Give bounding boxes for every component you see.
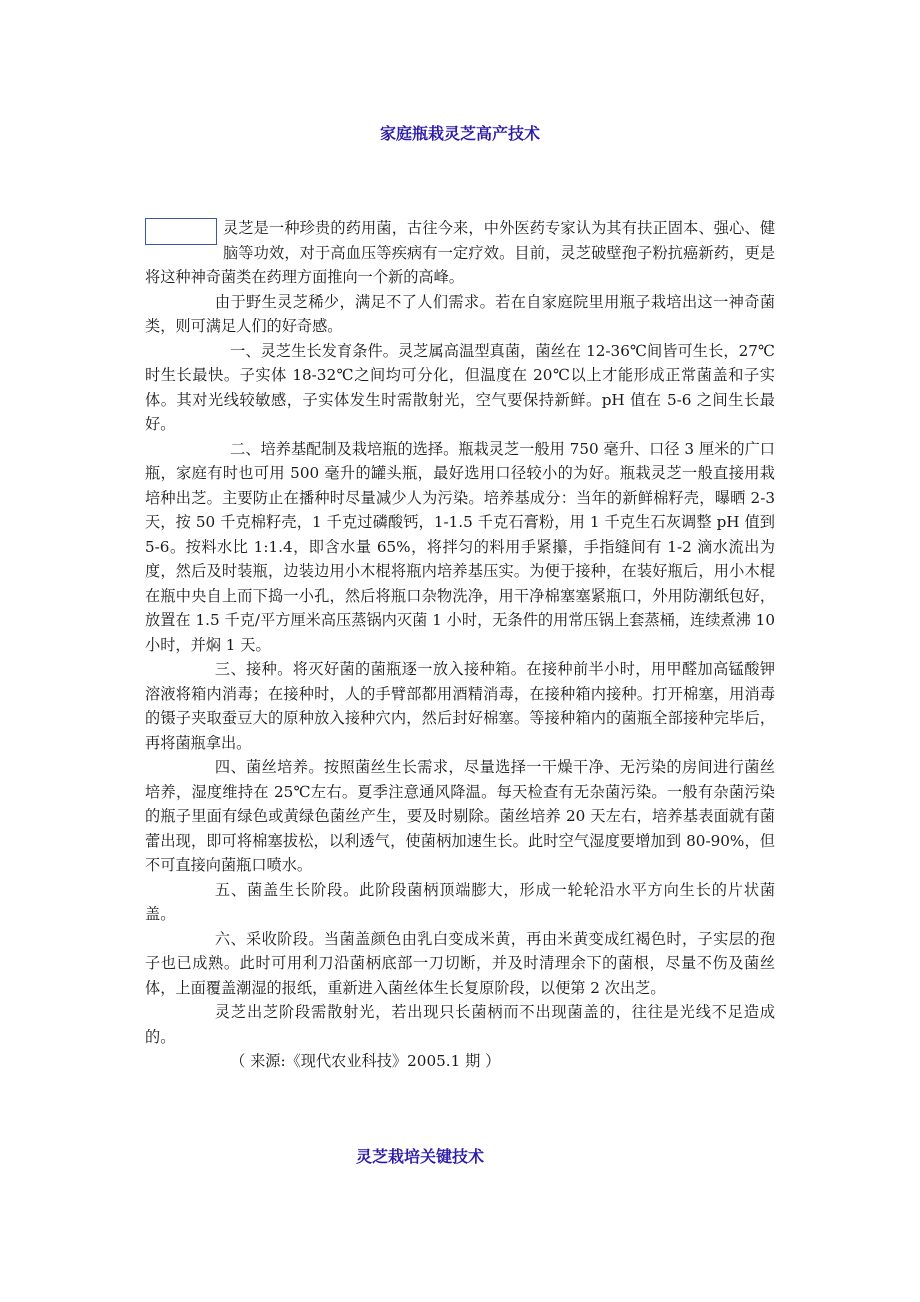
source-citation: （ 来源:《现代农业科技》2005.1 期 ）	[230, 1052, 501, 1070]
text-box-frame	[145, 218, 217, 245]
paragraph-background: 由于野生灵芝稀少，满足不了人们需求。若在自家庭院里用瓶子栽培出这一神奇菌类，则可满足人们的好奇感。	[145, 292, 775, 335]
next-article-title: 灵芝栽培关键技术	[355, 1147, 484, 1166]
paragraph-section-1: 一、灵芝生长发育条件。灵芝属高温型真菌，菌丝在 12-36℃间皆可生长，27℃时生长最快。子实体 18-32℃之间均可分化，但温度在 20℃以上才能形成正常菌盖和子实体。其对光线较敏感，子实体发生时需散射光，空气要保持新鲜。pH 值在 5-6 之间生长最好。	[145, 341, 775, 433]
paragraph-section-4: 四、菌丝培养。按照菌丝生长需求，尽量选择一干燥干净、无污染的房间进行菌丝培养，湿度维持在 25℃左右。夏季注意通风降温。每天检查有无杂菌污染。一般有杂菌污染的瓶子里面有绿色或黄绿色菌丝产生，要及时剔除。菌丝培养 20 天左右，培养基表面就有菌蕾出现，即可将棉塞拔松，以利透气，使菌柄加速生长。此时空气湿度要增加到 80-90%，但不可直接向菌瓶口喷水。	[145, 758, 775, 874]
intro-paragraph	[145, 216, 775, 290]
paragraph-conclusion: 灵芝出芝阶段需散射光，若出现只长菌柄而不出现菌盖的，往往是光线不足造成的。	[145, 1003, 775, 1046]
article-body	[145, 216, 775, 1074]
paragraph-section-2: 二、培养基配制及栽培瓶的选择。瓶栽灵芝一般用 750 毫升、口径 3 厘米的广口瓶，家庭有时也可用 500 毫升的罐头瓶，最好选用口径较小的为好。瓶栽灵芝一般直接用栽培种出芝。主要防止在播种时尽量减少人为污染。培养基成分：当年的新鲜棉籽壳，曝晒 2-3 天，按 50 千克棉籽壳，1 千克过磷酸钙，1-1.5 千克石膏粉，用 1 千克生石灰调整 pH 值到 5-6。按料水比 1:1.4，即含水量 65%，将拌匀的料用手紧攥，手指缝间有 1-2 滴水流出为度，然后及时装瓶，边装边用小木棍将瓶内培养基压实。为便于接种，在装好瓶后，用小木棍在瓶中央自上而下捣一小孔，然后将瓶口杂物洗净，用干净棉塞塞紧瓶口，外用防潮纸包好，放置在 1.5 千克/平方厘米高压蒸锅内灭菌 1 小时，无条件的用常压锅上套蒸桶，连续煮沸 10 小时，并焖 1 天。	[145, 439, 775, 654]
paragraph-section-6: 六、采收阶段。当菌盖颜色由乳白变成米黄，再由米黄变成红褐色时，子实层的孢子也已成熟。此时可用利刀沿菌柄底部一刀切断，并及时清理余下的菌根，尽量不伤及菌丝体，上面覆盖潮湿的报纸，重新进入菌丝体生长复原阶段，以便第 2 次出芝。	[145, 929, 775, 997]
paragraph-section-5: 五、菌盖生长阶段。此阶段菌柄顶端膨大，形成一轮轮沿水平方向生长的片状菌盖。	[145, 880, 775, 923]
intro-text: 灵芝是一种珍贵的药用菌，古往今来，中外医药专家认为其有扶正固本、强心、健脑等功效，对于高血压等疾病有一定疗效。目前，灵芝破壁孢子粉抗癌新药，更是将这种神奇菌类在药理方面推向一个新的高峰。	[145, 219, 775, 286]
paragraph-section-3: 三、接种。将灭好菌的菌瓶逐一放入接种箱。在接种前半小时，用甲醛加高锰酸钾溶液将箱内消毒；在接种时，人的手臂部都用酒精消毒，在接种箱内接种。打开棉塞，用消毒的镊子夹取蚕豆大的原种放入接种穴内，然后封好棉塞。等接种箱内的菌瓶全部接种完毕后，再将菌瓶拿出。	[145, 660, 775, 752]
article-title: 家庭瓶栽灵芝高产技术	[379, 124, 540, 143]
